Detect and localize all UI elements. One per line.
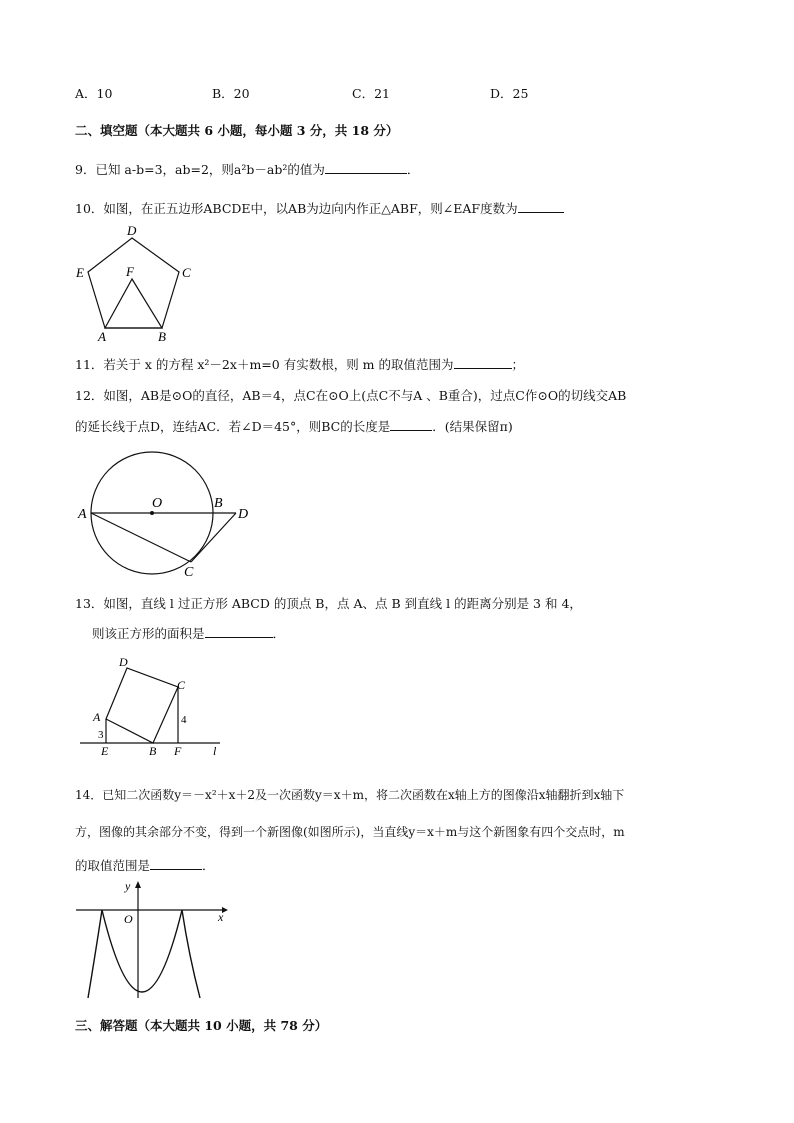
answer-blank-12 — [390, 418, 432, 431]
section-3-heading: 三、解答题（本大题共 10 小题，共 78 分） — [75, 1018, 328, 1033]
question-9 — [75, 160, 419, 178]
question-11-text: 11．若关于 x 的方程 x²－2x＋m=0 有实数根，则 m 的取值范围为 — [75, 357, 454, 372]
label-O: O — [152, 496, 163, 511]
question-9-text: 9．已知 a-b=3，ab=2，则a²b－ab²的值为 — [75, 162, 325, 177]
label-C: C — [182, 265, 191, 280]
left-branch — [88, 910, 102, 998]
answer-blank-13 — [205, 625, 273, 638]
label-D: D — [127, 223, 137, 238]
label-x: x — [218, 910, 224, 924]
question-14-line-2: 方，图像的其余部分不变，得到一个新图像(如图所示)，当直线y＝x＋m与这个新图象有四个交点时，m — [75, 825, 625, 839]
label-A: A — [93, 710, 101, 724]
question-13-end: ． — [272, 626, 286, 641]
question-14-end: ． — [202, 858, 215, 873]
option-d: D．25 — [490, 86, 529, 101]
folded-parabola — [102, 910, 182, 992]
label-y: y — [125, 879, 131, 893]
label-B: B — [149, 744, 157, 758]
label-E: E — [101, 744, 109, 758]
square-figure — [80, 655, 240, 760]
question-10-text: 10．如图，在正五边形ABCDE中，以AB为边向内作正△ABF，则∠EAF度数为 — [75, 201, 518, 216]
label-D: D — [119, 655, 128, 669]
triangle-abf — [105, 279, 162, 328]
label-B: B — [214, 496, 223, 511]
right-branch — [182, 910, 200, 998]
question-13-line-2 — [92, 624, 285, 642]
label-C: C — [184, 565, 194, 580]
y-axis-arrow — [135, 881, 141, 888]
question-12-end: ．(结果保留π) — [432, 419, 513, 434]
question-14-text: 的取值范围是 — [75, 858, 151, 873]
answer-blank-10 — [518, 200, 564, 213]
label-D: D — [238, 507, 249, 522]
label-F: F — [126, 264, 134, 279]
label-3: 3 — [98, 729, 104, 741]
pentagon-figure — [70, 222, 200, 344]
label-E: E — [76, 265, 84, 280]
tangent-cd — [191, 513, 236, 562]
pentagon-abcde — [88, 238, 179, 328]
question-11-end: ； — [511, 357, 525, 372]
question-12-line-2 — [75, 417, 513, 435]
label-O: O — [124, 912, 133, 926]
center-point-o — [150, 511, 154, 515]
question-12-line-1: 12．如图，AB是⊙O的直径，AB＝4，点C在⊙O上(点C不与A 、B重合)，过点C作⊙O的切线交AB — [75, 388, 627, 403]
question-14-line-1: 14．已知二次函数y＝－x²＋x＋2及一次函数y＝x＋m，将二次函数在x轴上方的图像沿x轴翻折到x轴下 — [75, 788, 625, 802]
question-13-line-1: 13．如图，直线 l 过正方形 ABCD 的顶点 B，点 A、点 B 到直线 l 的距离分别是 3 和 4， — [75, 596, 582, 611]
circle-figure — [74, 455, 264, 580]
question-10 — [75, 199, 564, 217]
chord-ac — [91, 513, 191, 562]
square-abcd — [106, 668, 178, 743]
question-13-text: 则该正方形的面积是 — [92, 626, 205, 641]
question-9-end: ． — [406, 162, 420, 177]
option-c: C．21 — [352, 86, 390, 101]
label-A: A — [98, 329, 106, 344]
answer-blank-9 — [325, 161, 407, 174]
option-a: A．10 — [75, 86, 113, 101]
answer-blank-14 — [150, 857, 202, 870]
question-14-line-3 — [75, 856, 215, 874]
question-12-text: 的延长线于点D，连结AC．若∠D＝45°，则BC的长度是 — [75, 419, 391, 434]
label-l: l — [213, 744, 217, 758]
parabola-figure — [72, 876, 232, 1004]
label-C: C — [177, 678, 186, 692]
section-2-heading: 二、填空题（本大题共 6 小题，每小题 3 分，共 18 分） — [75, 123, 399, 138]
label-F: F — [174, 744, 182, 758]
question-11 — [75, 355, 524, 373]
answer-blank-11 — [454, 356, 512, 369]
label-B: B — [158, 329, 166, 344]
label-A: A — [78, 507, 87, 522]
label-4: 4 — [181, 714, 187, 726]
option-b: B．20 — [212, 86, 250, 101]
